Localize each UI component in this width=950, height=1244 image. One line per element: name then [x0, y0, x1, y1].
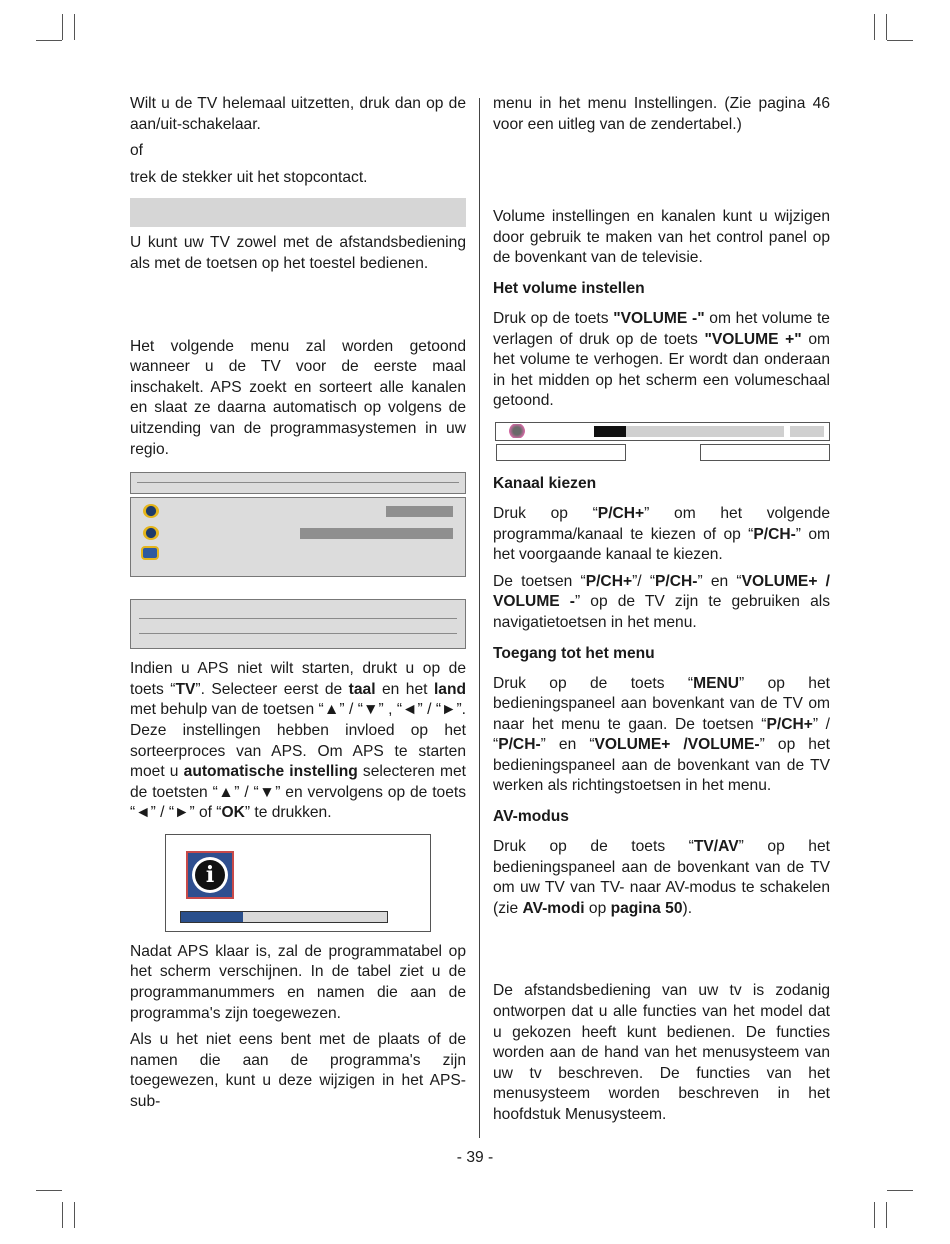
tv-icon [143, 548, 157, 558]
volume-bar [495, 422, 830, 441]
paragraph: Druk op de toets "VOLUME -" om het volume te verlagen of druk op de toets "VOLUME +" om het volume te verhogen. Er wordt dan onderaan in het midden op het scherm een volumeschaal getoond. [493, 309, 830, 410]
section-heading: Het volume instellen [493, 279, 645, 297]
volume-track [594, 426, 784, 437]
paragraph: trek de stekker uit het stopcontact. [130, 168, 368, 186]
paragraph: of [130, 142, 144, 160]
paragraph: De afstandsbediening van uw tv is zodanig ontworpen dat u alle functies van het model dat u gekozen heeft kunt bedienen. De functies worden aan de hand van het menusysteem van uw tv beschreven. De functies van het menusysteem worden beschreven in het hoofdstuk Menusysteem. [493, 982, 830, 1123]
crop-mark [62, 14, 63, 40]
crop-mark [36, 1190, 62, 1191]
paragraph: Wilt u de TV helemaal uitzetten, druk dan op de aan/uit-schakelaar. [130, 95, 466, 133]
crop-mark [874, 1202, 875, 1228]
section-heading: AV-modus [493, 808, 569, 826]
paragraph: menu in het menu Instellingen. (Zie pagina 46 voor een uitleg van de zendertabel.) [493, 95, 830, 133]
section-heading: Kanaal kiezen [493, 474, 597, 492]
paragraph: Druk op “P/CH+” om het volgende programma/kanaal te kiezen of op “P/CH-” om het voorgaande kanaal te kiezen. [493, 504, 830, 564]
info-icon: i [186, 851, 234, 899]
volume-label-box [700, 444, 830, 461]
left-column [130, 94, 466, 1113]
crop-mark [887, 40, 913, 41]
paragraph: Het volgende menu zal worden getoond wanneer u de TV voor de eerste maal inschakelt. APS zoekt en sorteert alle kanalen en slaat ze daarna automatisch op volgens de uitzending van de programmasystemen in uw regio. [130, 337, 466, 458]
globe-icon [143, 504, 159, 518]
crop-mark [886, 1202, 887, 1228]
crop-mark [74, 14, 75, 40]
crop-mark [36, 40, 62, 41]
aps-progress-bar [180, 911, 388, 923]
right-column [493, 94, 830, 1126]
crop-mark [887, 1190, 913, 1191]
aps-value-bar [386, 506, 453, 517]
speaker-icon [506, 424, 528, 438]
aps-value-bar [300, 528, 453, 539]
crop-mark [62, 1202, 63, 1228]
volume-scale [495, 422, 830, 464]
aps-menu-row [143, 504, 453, 518]
page-number: - 39 - [456, 1149, 494, 1166]
paragraph: U kunt uw TV zowel met de afstandsbediening als met de toetsen op het toestel bedienen. [130, 234, 466, 272]
volume-label-box [496, 444, 626, 461]
column-divider [479, 98, 480, 1138]
paragraph: Nadat APS klaar is, zal de programmatabel op het scherm verschijnen. In de tabel ziet u de programmanummers en namen die aan de programma's zijn toegewezen. [130, 942, 466, 1022]
paragraph: Indien u APS niet wilt starten, drukt u op de toets “TV”. Selecteer eerst de taal en het land met behulp van de toetsen “▲” / “▼” , “◄” / “►”. Deze instellingen hebben invloed op het sorteerproces van APS. Om APS te starten moet u automatische instelling selecteren met de toetsten “▲” / “▼” en vervolgens op de toets “◄” / “►” of “OK” te drukken. [130, 660, 466, 822]
paragraph: Druk op de toets “TV/AV” op het bedieningspaneel aan de bovenkant van de TV om uw TV van TV- naar AV-modus te schakelen (zie AV-modi op pagina 50). [493, 838, 830, 917]
aps-searching-dialog [165, 834, 431, 932]
aps-menu-title-bar [130, 472, 466, 494]
crop-mark [886, 14, 887, 40]
aps-menu-row [143, 546, 453, 560]
crop-mark [874, 14, 875, 40]
aps-menu-panel [130, 497, 466, 577]
paragraph: Als u het niet eens bent met de plaats of de namen die aan de programma's zijn toegewezen, kunt u deze wijzigen in het APS-sub- [130, 1031, 466, 1111]
aps-info-panel [130, 599, 466, 649]
crop-mark [74, 1202, 75, 1228]
aps-menu-row [143, 526, 453, 540]
paragraph: Druk op de toets “MENU” op het bedieningspaneel aan bovenkant van de TV om naar het menu te gaan. De toetsen “P/CH+” / “P/CH-” en “VOLUME+ /VOLUME-” op het bedieningspaneel aan de bovenkant van de TV werken als richtingstoetsen in het menu. [493, 674, 830, 795]
globe-icon [143, 526, 159, 540]
section-header-bar [130, 198, 466, 227]
paragraph: Volume instellingen en kanalen kunt u wijzigen door gebruik te maken van het control panel op de bovenkant van de televisie. [493, 208, 830, 267]
paragraph: De toetsen “P/CH+”/ “P/CH-” en “VOLUME+ / VOLUME -” op de TV zijn te gebruiken als navigatietoetsen in het menu. [493, 572, 830, 631]
section-heading: Toegang tot het menu [493, 644, 655, 662]
